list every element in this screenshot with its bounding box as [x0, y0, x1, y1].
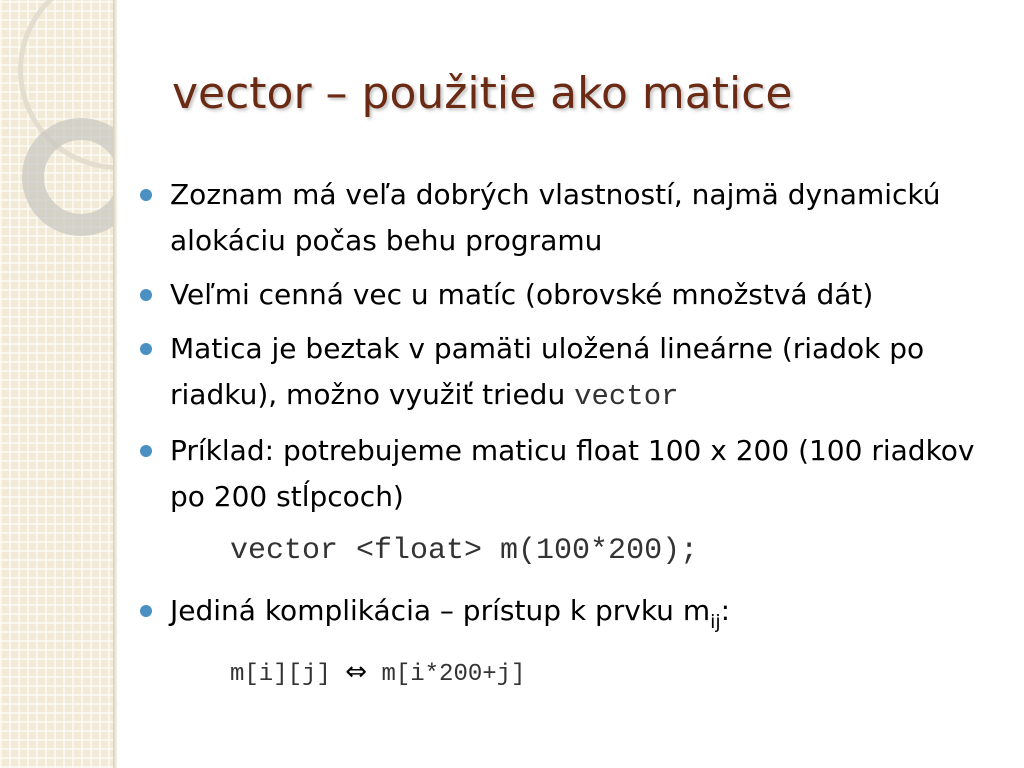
- bullet-dot-icon: [140, 343, 152, 355]
- bullet-dot-icon: [140, 189, 152, 201]
- subscript: ij: [710, 611, 721, 633]
- bullet-text: Jediná komplikácia – prístup k prvku m: [170, 594, 711, 627]
- bullet-text: Matica je beztak v pamäti uložená lineárne (riadok po riadku), možno využiť triedu: [170, 332, 925, 411]
- bullet-text: Veľmi cenná vec u matíc (obrovské množstvá dát): [170, 278, 874, 311]
- access-equivalence: [230, 649, 1000, 698]
- bullet-item: [140, 326, 1000, 420]
- access-right: m[i*200+j]: [381, 661, 526, 688]
- bullet-text: Zoznam má veľa dobrých vlastností, najmä dynamickú alokáciu počas behu programu: [170, 178, 941, 257]
- code-example: vector <float> m(100*200);: [230, 534, 699, 568]
- bullet-item: [140, 428, 1000, 520]
- bullet-dot-icon: [140, 605, 152, 617]
- slide-title: vector – použitie ako matice: [172, 68, 793, 119]
- bullet-text: Príklad: potrebujeme maticu float 100 x 200 (100 riadkov po 200 stĺpcoch): [170, 434, 975, 513]
- decorative-side-strip: [0, 0, 113, 768]
- access-left: m[i][j]: [230, 661, 331, 688]
- slide-content: [140, 172, 1000, 698]
- bullet-item: [140, 272, 1000, 318]
- bullet-dot-icon: [140, 445, 152, 457]
- inline-code: vector: [574, 380, 679, 413]
- bullet-item: [140, 172, 1000, 264]
- equivalence-arrow-icon: ⇔: [345, 657, 368, 687]
- bullet-item: [140, 588, 1000, 645]
- bullet-dot-icon: [140, 289, 152, 301]
- bullet-suffix: :: [720, 594, 731, 627]
- side-strip-edge: [113, 0, 118, 768]
- decorative-ring: [22, 118, 113, 236]
